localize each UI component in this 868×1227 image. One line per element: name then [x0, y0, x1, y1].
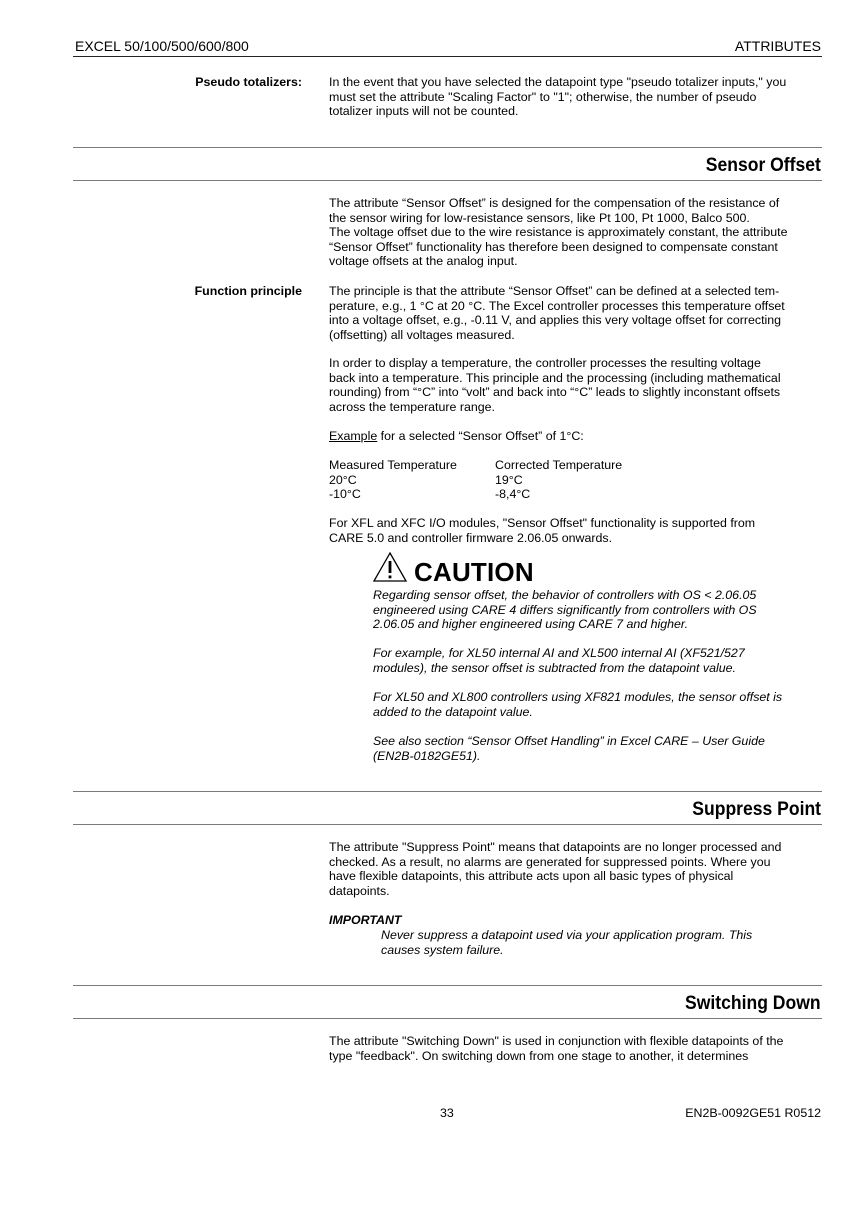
- text-line: The voltage offset due to the wire resistance is approximately constant, the attribute: [329, 225, 788, 240]
- text-line: The attribute "Switching Down" is used in conjunction with flexible datapoints of the: [329, 1034, 784, 1048]
- text-line: See also section “Sensor Offset Handling” in Excel CARE – User Guide: [373, 734, 765, 748]
- text-line: datapoints.: [329, 883, 390, 898]
- caution-paragraph-2: [373, 646, 823, 675]
- header-right: ATTRIBUTES: [734, 38, 821, 54]
- text-line: The attribute “Sensor Offset” is designed for the compensation of the resistance of: [329, 196, 780, 210]
- text-line: back into a temperature. This principle and the processing (including mathematical: [329, 370, 781, 385]
- text-line: Regarding sensor offset, the behavior of controllers with OS < 2.06.05: [373, 588, 757, 602]
- text-line: the sensor wiring for low-resistance sensors, like Pt 100, Pt 1000, Balco 500.: [329, 210, 750, 225]
- switching-down-text: [329, 1034, 823, 1063]
- table-cell: 20°C: [329, 472, 357, 487]
- important-label: IMPORTANT: [329, 913, 402, 927]
- header-rule: [73, 56, 822, 57]
- text-line: added to the datapoint value.: [373, 704, 533, 719]
- table-cell: -10°C: [329, 487, 361, 502]
- page-number: 33: [440, 1106, 454, 1120]
- section-rule-bottom: [73, 1018, 822, 1019]
- text-line: into a voltage offset, e.g., -0.11 V, and applies this very voltage offset for correcting: [329, 313, 782, 328]
- table-cell: -8,4°C: [495, 487, 531, 502]
- table-cell: 19°C: [495, 472, 523, 487]
- important-text: [381, 928, 823, 957]
- text-line: For XFL and XFC I/O modules, "Sensor Offset" functionality is supported from: [329, 516, 756, 530]
- header-left: EXCEL 50/100/500/600/800: [75, 38, 249, 54]
- text-line: rounding) from “°C” into “volt” and back into “°C” leads to slightly inconstant offsets: [329, 385, 781, 400]
- text-line: In the event that you have selected the datapoint type "pseudo totalizer inputs," you: [329, 75, 787, 89]
- suppress-point-text: [329, 840, 823, 898]
- text-line: across the temperature range.: [329, 399, 495, 414]
- section-rule-bottom: [73, 180, 822, 181]
- table-header-measured: Measured Temperature: [329, 458, 457, 472]
- text-line: type "feedback". On switching down from one stage to another, it determines: [329, 1048, 749, 1063]
- caution-paragraph-4: [373, 734, 823, 763]
- sensor-offset-intro: [329, 196, 823, 269]
- text-line: The principle is that the attribute “Sensor Offset” can be defined at a selected tem-: [329, 284, 780, 298]
- text-line: totalizer inputs will not be counted.: [329, 104, 519, 119]
- example-word: Example: [329, 429, 378, 443]
- function-principle-label: Function principle: [194, 284, 302, 298]
- pseudo-totalizers-text: [329, 75, 823, 119]
- text-line: For example, for XL50 internal AI and XL500 internal AI (XF521/527: [373, 646, 745, 660]
- text-line: voltage offsets at the analog input.: [329, 254, 518, 269]
- xfl-text: [329, 516, 823, 545]
- example-line: [329, 429, 823, 444]
- caution-paragraph-1: [373, 588, 823, 632]
- function-principle-text: [329, 284, 823, 342]
- section-rule-bottom: [73, 824, 822, 825]
- caution-paragraph-3: [373, 690, 823, 719]
- text-line: In order to display a temperature, the controller processes the resulting voltage: [329, 356, 761, 370]
- display-text: [329, 356, 823, 414]
- text-line: modules), the sensor offset is subtracted from the datapoint value.: [373, 660, 736, 675]
- section-title-sensor-offset: Sensor Offset: [705, 154, 821, 176]
- text-line: checked. As a result, no alarms are generated for suppressed points. Where you: [329, 854, 771, 869]
- section-title-suppress-point: Suppress Point: [692, 798, 821, 820]
- text-line: causes system failure.: [381, 942, 504, 957]
- document-id: EN2B-0092GE51 R0512: [685, 1106, 821, 1120]
- section-rule-top: [73, 985, 822, 986]
- section-title-switching-down: Switching Down: [685, 992, 821, 1014]
- caution-title: CAUTION: [414, 557, 534, 587]
- text-line: (offsetting) all voltages measured.: [329, 327, 515, 342]
- text-line: (EN2B-0182GE51).: [373, 748, 481, 763]
- text-line: “Sensor Offset” functionality has therefore been designed to compensate constant: [329, 239, 778, 254]
- section-rule-top: [73, 147, 822, 148]
- text-line: have flexible datapoints, this attribute acts upon all basic types of physical: [329, 869, 734, 884]
- text-line: CARE 5.0 and controller firmware 2.06.05 onwards.: [329, 530, 613, 545]
- text-line: Never suppress a datapoint used via your application program. This: [381, 928, 753, 942]
- text-line: For XL50 and XL800 controllers using XF821 modules, the sensor offset is: [373, 690, 783, 704]
- text-line: perature, e.g., 1 °C at 20 °C. The Excel controller processes this temperature offset: [329, 298, 785, 313]
- section-rule-top: [73, 791, 822, 792]
- warning-icon: [372, 551, 408, 583]
- text-line: must set the attribute "Scaling Factor" to "1"; otherwise, the number of pseudo: [329, 89, 757, 104]
- example-rest: for a selected “Sensor Offset” of 1°C:: [377, 429, 584, 443]
- text-line: The attribute "Suppress Point" means that datapoints are no longer processed and: [329, 840, 782, 854]
- pseudo-totalizers-label: Pseudo totalizers:: [195, 75, 302, 89]
- text-line: engineered using CARE 4 differs significantly from controllers with OS: [373, 602, 757, 617]
- text-line: 2.06.05 and higher engineered using CARE 7 and higher.: [373, 617, 689, 632]
- table-header-corrected: Corrected Temperature: [495, 458, 623, 472]
